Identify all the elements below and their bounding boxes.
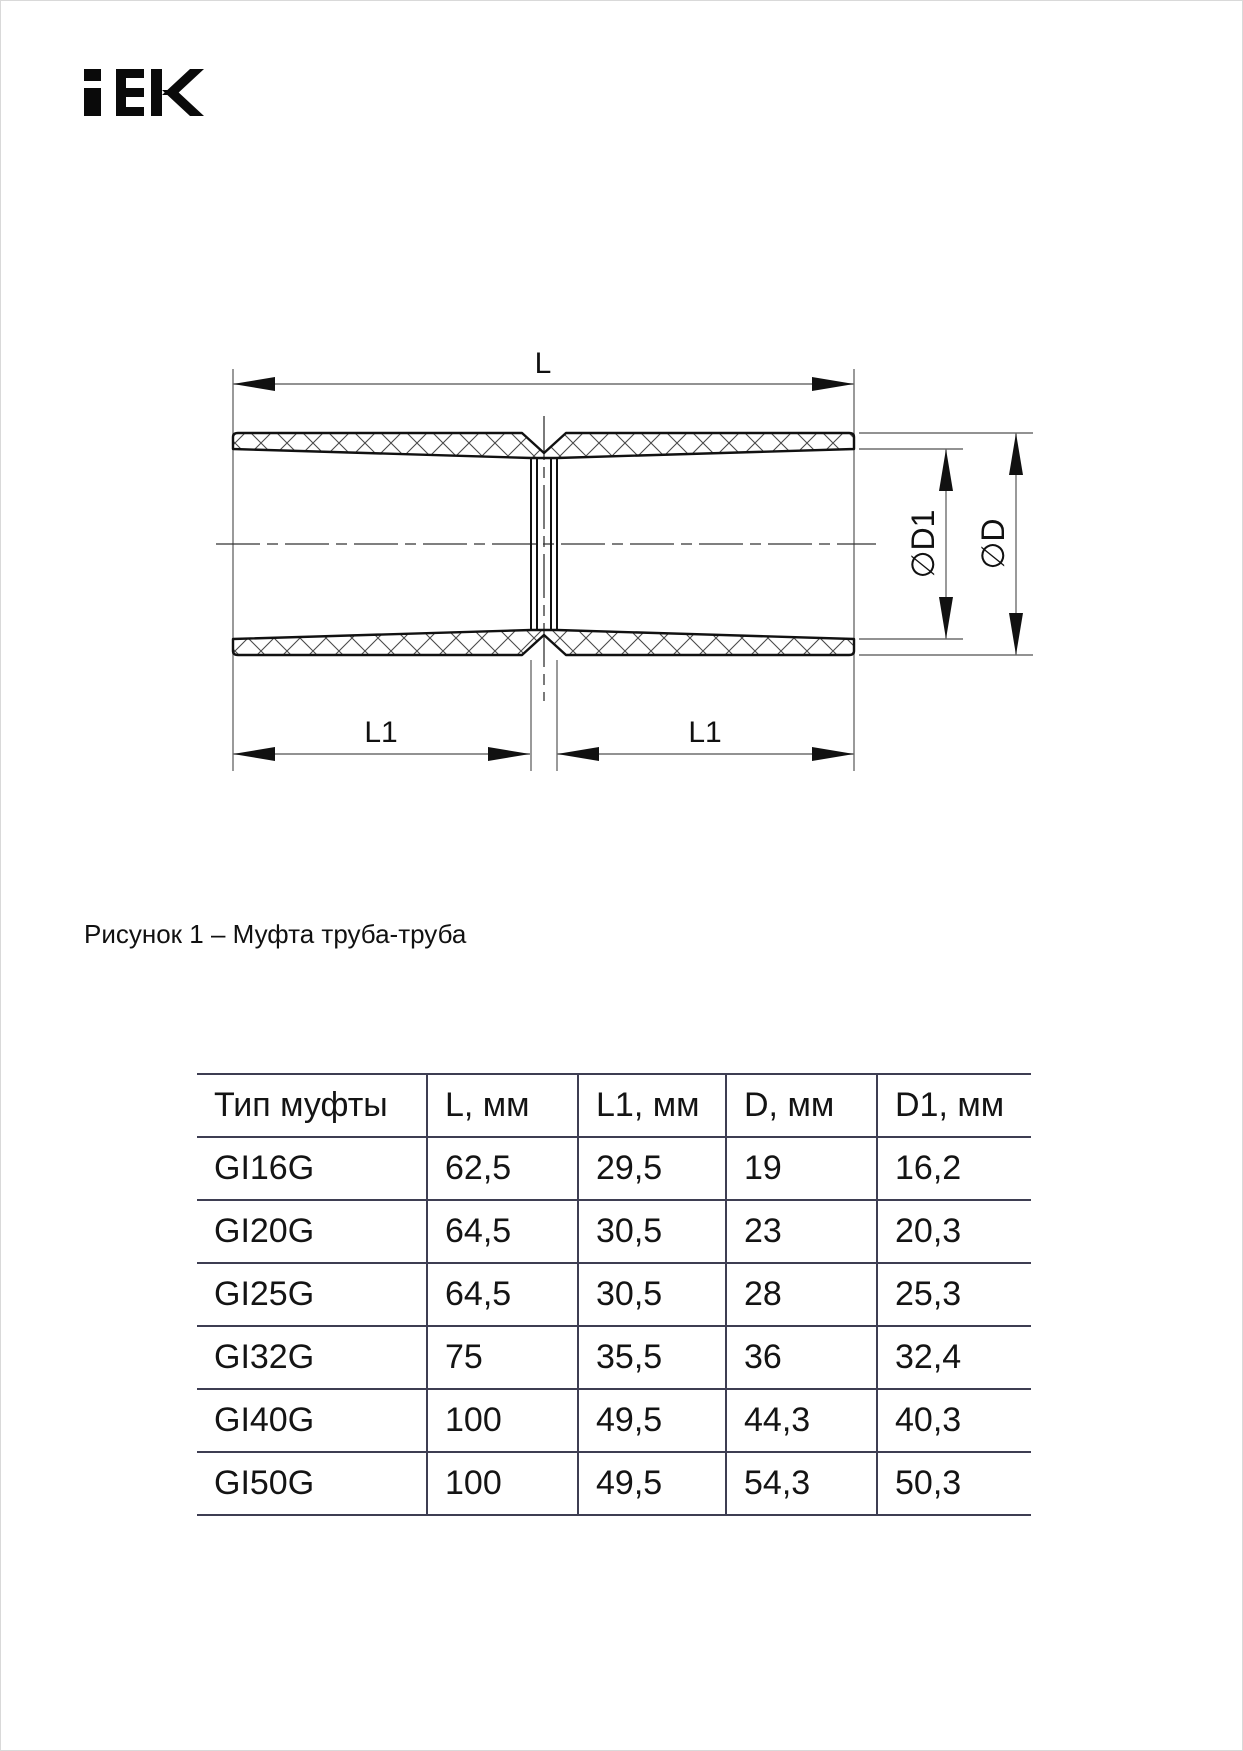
iek-logo — [84, 69, 204, 116]
logo-letter-i-stem — [84, 88, 101, 116]
arrow-L1-right-outer — [812, 747, 854, 761]
table-cell: 32,4 — [877, 1326, 1031, 1389]
table-row — [197, 1389, 1031, 1452]
table-row — [197, 1200, 1031, 1263]
table-cell: 100 — [427, 1452, 578, 1515]
arrow-L-right — [812, 377, 854, 391]
table-cell: 100 — [427, 1389, 578, 1452]
table-cell: GI40G — [197, 1389, 427, 1452]
table-cell: 44,3 — [726, 1389, 877, 1452]
label-overall-length: L — [534, 347, 552, 380]
figure-caption: Рисунок 1 – Муфта труба-труба — [84, 919, 467, 949]
table-cell: GI50G — [197, 1452, 427, 1515]
table-cell: 20,3 — [877, 1200, 1031, 1263]
column-header: D1, мм — [877, 1074, 1031, 1137]
table-cell: 19 — [726, 1137, 877, 1200]
arrow-D-bottom — [1009, 613, 1023, 655]
table-header-row — [197, 1074, 1031, 1137]
table-cell: 29,5 — [578, 1137, 726, 1200]
logo-letter-k-lower — [162, 90, 204, 116]
table-row — [197, 1137, 1031, 1200]
column-header: L, мм — [427, 1074, 578, 1137]
table-cell: 36 — [726, 1326, 877, 1389]
label-socket-depth-left: L1 — [364, 716, 398, 749]
table-cell: 16,2 — [877, 1137, 1031, 1200]
table-cell: 30,5 — [578, 1200, 726, 1263]
table-cell: GI32G — [197, 1326, 427, 1389]
table-cell: GI16G — [197, 1137, 427, 1200]
column-header: D, мм — [726, 1074, 877, 1137]
arrow-L1-right-inner — [557, 747, 599, 761]
arrow-L1-left-inner — [488, 747, 530, 761]
label-outer-diameter: ∅D — [975, 518, 1011, 570]
arrow-D-top — [1009, 433, 1023, 475]
table-row — [197, 1263, 1031, 1326]
table-cell: 25,3 — [877, 1263, 1031, 1326]
logo-letter-k-stem — [151, 69, 162, 116]
table-cell: GI20G — [197, 1200, 427, 1263]
table-cell: 30,5 — [578, 1263, 726, 1326]
column-header: L1, мм — [578, 1074, 726, 1137]
label-socket-depth-right: L1 — [688, 716, 722, 749]
table-cell: 49,5 — [578, 1389, 726, 1452]
table-header — [197, 1074, 1031, 1137]
table-cell: 28 — [726, 1263, 877, 1326]
table-body — [197, 1137, 1031, 1515]
table-cell: 64,5 — [427, 1263, 578, 1326]
table-cell: GI25G — [197, 1263, 427, 1326]
column-header: Тип муфты — [197, 1074, 427, 1137]
arrow-L-left — [233, 377, 275, 391]
table-cell: 35,5 — [578, 1326, 726, 1389]
table-cell: 40,3 — [877, 1389, 1031, 1452]
logo-letter-e — [116, 69, 144, 116]
table-cell: 75 — [427, 1326, 578, 1389]
table-cell: 23 — [726, 1200, 877, 1263]
table-cell: 49,5 — [578, 1452, 726, 1515]
arrow-D1-top — [939, 449, 953, 491]
table-cell: 64,5 — [427, 1200, 578, 1263]
dimensions-table — [197, 1073, 1031, 1516]
table-row — [197, 1452, 1031, 1515]
arrow-L1-left-outer — [233, 747, 275, 761]
table-row — [197, 1326, 1031, 1389]
table-cell: 54,3 — [726, 1452, 877, 1515]
table-cell: 50,3 — [877, 1452, 1031, 1515]
arrow-D1-bottom — [939, 597, 953, 639]
logo-letter-i-dot — [84, 69, 101, 81]
table-cell: 62,5 — [427, 1137, 578, 1200]
label-inner-diameter: ∅D1 — [905, 509, 941, 579]
coupling-technical-drawing — [171, 331, 1051, 791]
